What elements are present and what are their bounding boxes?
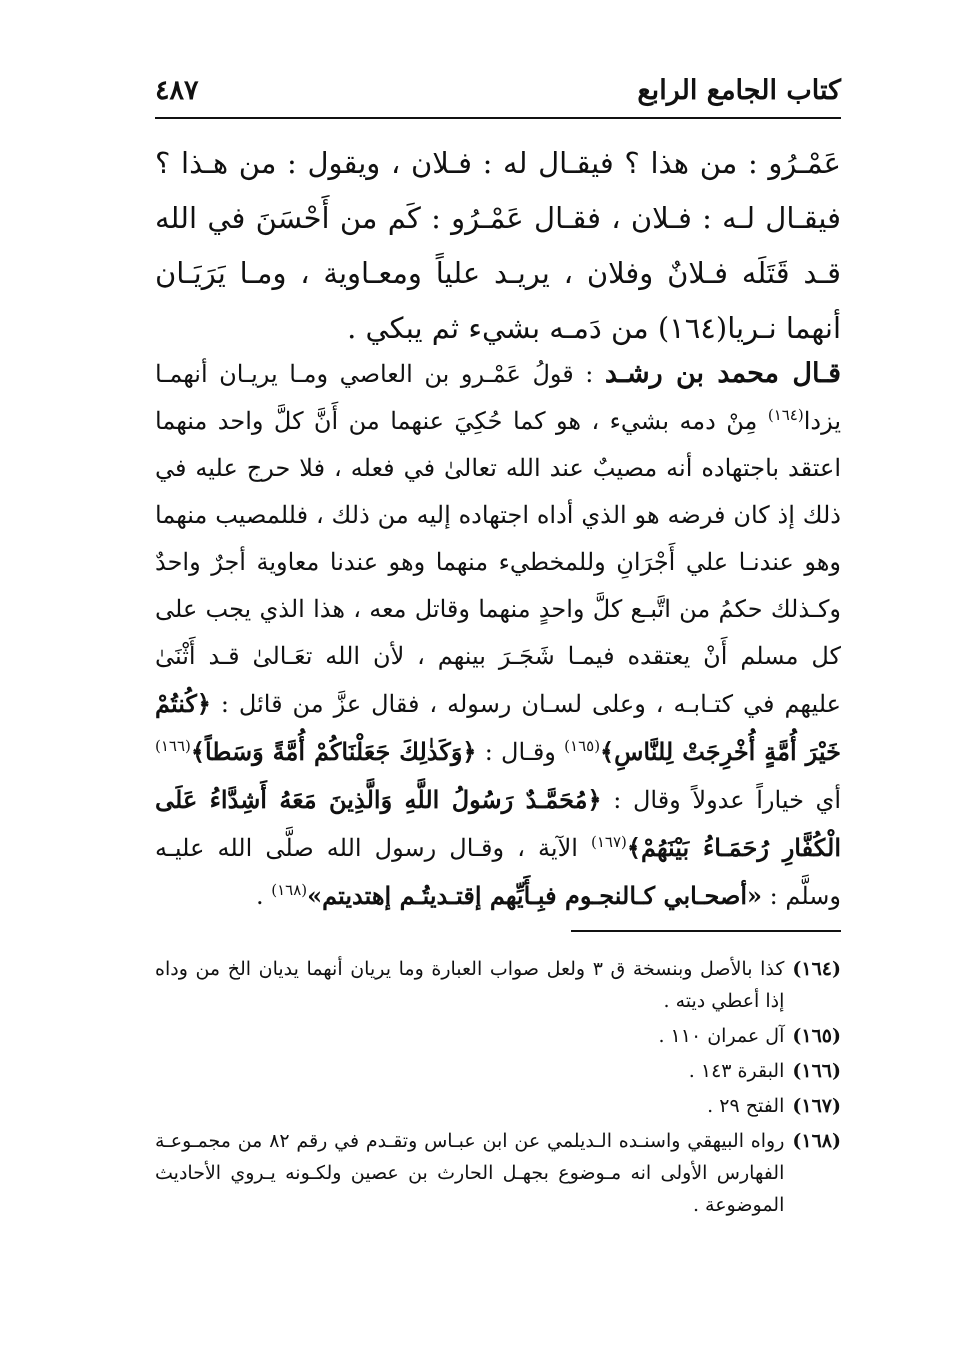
quran-verse-1: ﴿كُنتُمْ خَيْرَ أُمَّةٍ أُخْرِجَتْ لِلنَّاسِ﴾: [155, 689, 841, 766]
footnote-text: الفتح ٢٩ .: [707, 1095, 785, 1117]
footnote-number: (١٦٨): [792, 1130, 841, 1152]
footnote-separator: [571, 930, 841, 932]
footnote-item: [155, 1125, 841, 1221]
footnote-ref-165[interactable]: (١٦٥): [564, 737, 601, 755]
running-title: كتاب الجامع الرابع: [637, 74, 841, 106]
footnote-item: [155, 1090, 841, 1122]
paragraph-continuation: [155, 136, 841, 356]
author-lead: قـال محمد بن رشـد: [604, 358, 841, 389]
footnote-number: (١٦٧): [792, 1095, 841, 1117]
footnote-text: البقرة ١٤٣ .: [688, 1060, 785, 1082]
footnote-ref-167[interactable]: (١٦٧): [591, 833, 627, 851]
footnote-ref-166[interactable]: (١٦٦): [155, 737, 191, 755]
footnote-ref-168[interactable]: (١٦٨): [271, 881, 308, 899]
footnote-item: [155, 1020, 841, 1052]
text-run-1: : قولُ عَمْـرو بن العاصي ومـا يريـان أنهمـا يزدا: [155, 360, 841, 435]
page-header: [155, 70, 841, 110]
hadith-quote: «أصحـابي كـالنجـوم فبِـأَيِّهم إقتـديتُـم إهتديتم»: [307, 881, 763, 910]
text-run-5: الآية ، وقـال رسول الله صلَّى الله عليـه وسلَّم :: [155, 834, 841, 910]
header-rule: [155, 117, 841, 119]
footnote-number: (١٦٥): [792, 1025, 841, 1047]
footnote-text: كذا بالأصل وبنسخة ق ٣ ولعل صواب العبارة وما يريان أنهما يديان الخ من وداه إذا أعطي ديته .: [155, 958, 785, 1012]
quran-verse-3: ﴿مُحَمَّـدٌ رَسُولُ اللَّهِ وَالَّذِينَ مَعَهُ أَشِدَّاءُ عَلَى الْكُفَّارِ رُحَمَـاءُ بَيْنَهُمْ﴾: [155, 785, 841, 862]
text-run-2: مِنْ دمه بشيء ، هو كما حُكِيَ عنهما من أَنَّ كلَّ واحد منهما اعتقد باجتهاده أنه مصيبٌ عند الله تعالىٰ في فعله ، فلا حرج عليه في ذلك إذ كان فرضه هو الذي أداه اجتهاده إليه من ذلك ، فللمصيب منهما وهو عندنـا علي أَجْرَانِ وللمخطيء منهما وهو عندنا معاوية أجرٌ واحدٌ وكـذلك حكمُ من اتَّبـع كلَّ واحدٍ منهما وقاتل معه ، هذا الذي يجب على كل مسلم أَنْ يعتقده فيمـا شَجَـرَ بينهم ، لأن الله تعَـالىٰ قـد أَثْنَىٰ عليهم في كتـابـه ، وعلى لسـان رسوله ، فقال عزَّ من قائل :: [155, 407, 841, 718]
footnotes: [155, 953, 841, 1224]
text-run-4: أي خياراً عدولاً وقال :: [601, 786, 842, 814]
footnote-text: رواه البيهقي واسنـده الـديلمي عن ابن عبـاس وتقـدم في رقم ٨٢ من مجمـوعـة الفهارس الأولى انه مـوضوع بجهـل الحارث بن عصين ولكـونه يـروي الأحاديث الموضوعة .: [155, 1130, 785, 1216]
footnote-text: آل عمران ١١٠ .: [658, 1025, 785, 1047]
quran-verse-2: ﴿وَكَذٰلِكَ جَعَلْنَاكُمْ أُمَّةً وَسَطاً﴾: [190, 737, 477, 766]
commentary-paragraph: [155, 350, 841, 920]
paragraph-2-text: [155, 350, 841, 920]
text-run-6: .: [256, 882, 272, 910]
page-number: ٤٨٧: [155, 74, 199, 106]
footnote-item: [155, 1055, 841, 1087]
footnote-ref-164[interactable]: (١٦٤): [767, 406, 804, 424]
footnote-number: (١٦٤): [792, 958, 841, 980]
paragraph-1-text: عَمْـرُو : من هذا ؟ فيقـال له : فـلان ، ويقول : من هـذا ؟ فيقـال لـه : فـلان ، فقـال عَمْـرُو : كَم من أَحْسَنَ في الله قـد قَتَلَه فـلانٌ وفلان ، يريـد علياً ومعـاوية ، ومـا يَرَيَـان أنهما نـريا(١٦٤) من دَمـه بشيء ثم يبكي .: [155, 146, 841, 345]
footnote-item: [155, 953, 841, 1017]
footnote-number: (١٦٦): [792, 1060, 841, 1082]
text-run-3: وقـال :: [476, 738, 565, 766]
